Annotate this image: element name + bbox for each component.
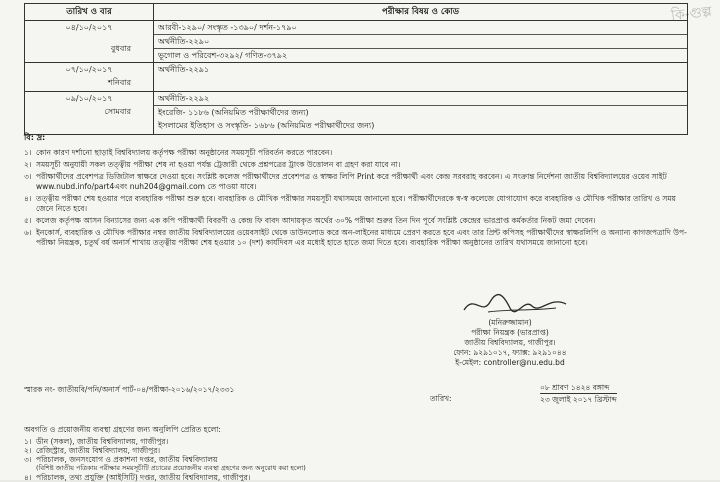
note-number: ৬। — [24, 228, 32, 237]
note-text: পরীক্ষার্থীদের প্রবেশপত্র ডিজিটাল স্বাক্ষরে দেওয়া হবে। সংশ্লিষ্ট কলেজ পরীক্ষার্থীদের প্রবেশপত্র ও স্বাক্ষর লিপি Print করে পরীক্ষার্থী এবং কেন্দ্র সরবরাহ করবেন। এ সংক্রান্ত নির্দেশনা জাতীয় বিশ্ববিদ্যালয়ের ওয়েব সাইট www.nubd.info/part4এবং nuh204@gmail.com তে পাওয়া যাবে। — [36, 172, 667, 191]
handwriting-bleed: কি-গুল্প — [670, 3, 713, 25]
note-number: ১। — [24, 148, 32, 157]
list-item — [24, 455, 684, 464]
list-item — [24, 194, 688, 214]
cc-text: ডীন (সকল), জাতীয় বিশ্ববিদ্যালয়, গাজীপুর। — [36, 437, 169, 446]
signer-title: পরীক্ষা নিয়ন্ত্রক (ভারপ্রাপ্ত) — [471, 328, 549, 337]
table-row — [25, 92, 688, 135]
note-number: ৩। — [24, 172, 32, 181]
date-english: ২৩ জুলাই ২০১৭ খ্রিস্টাব্দ — [540, 395, 617, 404]
note-text: কলেজ কর্তৃপক্ষ আসন বিন্যাসের জন্য এক কপি পরীক্ষার্থী বিবরণী ও কেন্দ্র ফি বাবদ আদায়কৃত অর্থের ৩০% পরীক্ষা শুরুর তিন দিন পূর্বে সংশ্লিষ্ট কেন্দ্রের ভারপ্রাপ্ত কর্মকর্তার নিকট জমা দেবেন। — [36, 216, 596, 225]
row-date: ০৯/১০/২০১৭ — [65, 94, 113, 103]
list-item — [24, 148, 688, 158]
cc-text: রেজিস্ট্রার, জাতীয় বিশ্ববিদ্যালয়, গাজীপুর। — [36, 446, 161, 455]
list-item — [24, 172, 688, 192]
row-day: বুধবার — [110, 44, 131, 53]
list-item — [24, 160, 688, 170]
note-text: সময়সূচী অনুযায়ী সকল তত্ত্বীয় পরীক্ষা শেষ না হওয়া পর্যন্ত ট্রেজারী থেকে প্রশ্নপত্রের ট্রাংক উত্তোলন বা গ্রহণ করা যাবে না। — [36, 160, 401, 169]
cc-heading: অবগতি ও প্রয়োজনীয় ব্যবস্থা গ্রহণের জন্য অনুলিপি প্রেরিত হলো: — [24, 425, 221, 434]
signer-name: (মনিরুজ্জামান) — [488, 318, 532, 327]
date-cell — [25, 21, 154, 63]
cc-number: ৪। — [24, 473, 32, 482]
header-subject: পরীক্ষার বিষয় ও কোড — [154, 4, 688, 21]
cc-text: পরিচালক, তথ্য প্রযুক্তি (আইসিটি) দপ্তর, জাতীয় বিশ্ববিদ্যালয়, গাজীপুর। — [36, 473, 251, 482]
list-item — [24, 228, 688, 248]
signer-org: জাতীয় বিশ্ববিদ্যালয়, গাজীপুর। — [464, 338, 556, 347]
date-bangla: ০৮ শ্রাবণ ১৪২৪ বঙ্গাব্দ — [540, 382, 617, 394]
table-header-row — [25, 4, 688, 21]
cc-number: ২। — [24, 446, 32, 455]
subject-cell — [154, 63, 688, 92]
row-date: ০৪/১০/২০১৭ — [65, 23, 113, 32]
notes-heading: বি: দ্র: — [24, 133, 46, 142]
header-date: তারিখ ও বার — [25, 4, 154, 21]
list-item — [24, 437, 684, 446]
subject-line: ইসলামের ইতিহাস ও সংস্কৃতি- ১৬৮৬ (অনিয়মিত পরীক্ষার্থীদের জন্য) — [158, 121, 375, 130]
subject-cell — [154, 92, 688, 135]
list-item — [24, 216, 688, 226]
row-day: শনিবার — [108, 78, 131, 87]
subject-line: অর্থনীতি-২২৯১ — [158, 65, 210, 74]
note-text: তত্ত্বীয় পরীক্ষা শেষ হওয়ার পরে ব্যবহারিক পরীক্ষা শুরু হবে। ব্যবহারিক ও মৌখিক পরীক্ষার সময়সূচী যথাসময়ে জানানো হবে। পরীক্ষার্থীদেরকে স্ব-স্ব কলেজে যোগাযোগ করে ব্যবহারিক ও মৌখিক পরীক্ষার তারিখ ও সময় জেনে নিতে হবে। — [36, 194, 676, 213]
memo-number: স্মারক নং- জাতীয়বি/পনি/অনার্স পার্ট-০৪/পরীক্ষা-২০১৬/২০১৭/২৩৩১ — [24, 385, 235, 394]
list-item — [24, 446, 684, 455]
subject-line: অর্থনীতি-২২৯২ — [154, 92, 687, 106]
table-row — [25, 63, 688, 92]
subject-line: ভূগোল ও পরিবেশ-৩২৯২/ গণিত-৩৭৯২ — [158, 51, 288, 60]
date-cell — [25, 92, 154, 135]
handwritten-signature — [460, 290, 570, 318]
exam-schedule-table — [24, 3, 688, 135]
list-item — [24, 473, 684, 482]
table-row — [25, 21, 688, 63]
note-number: ৪। — [24, 194, 32, 203]
cc-number: ৩। — [24, 455, 32, 464]
cc-subnote: (বিশিষ্ট জাতীয় পত্রিকায় পরীক্ষার সময়সূচীটি প্রচারের প্রয়োজনীয় ব্যবস্থা গ্রহণের জন্য অনুরোধ করা হলো) — [36, 464, 306, 472]
cc-text: পরিচালক, জনসংযোগ ও প্রকাশনা দপ্তর, জাতীয় বিশ্ববিদ্যালয় — [36, 455, 218, 464]
cc-list — [24, 437, 684, 482]
signer-phone: ফোন: ৯২৯১০১৭, ফ্যাক্স: ৯২৯১০৪৪ — [453, 348, 567, 357]
note-number: ২। — [24, 160, 32, 169]
subject-line: আরবী-১২৯০/ সংস্কৃত -১৩৯০/ দর্শন-১৭৯০ — [154, 21, 687, 35]
note-text: ইনকোর্স, ব্যবহারিক ও মৌখিক পরীক্ষার নম্বর জাতীয় বিশ্ববিদ্যালয়ের ওয়েবসাইট থেকে ডাউনলোড করে অন-লাইনের মাধ্যমে প্রেরণ করতে হবে এবং তার প্রিন্ট কপিসহ পরীক্ষার্থীদের স্বাক্ষরলিপি ও অন্যান্য কাগজপত্রাদি উপ-পরীক্ষা নিয়ন্ত্রক, চতুর্থ বর্ষ অনার্স শাখায় তত্ত্বীয় পরীক্ষা শেষ হওয়ার ১০ (দশ) কার্যদিবস এর মধ্যেই হাতে হাতে জমা দিতে হবে। ব্যবহারিক পরীক্ষা অনুষ্ঠানের তারিখ যথাসময়ে জানানো হবে। — [36, 228, 687, 247]
cc-number: ১। — [24, 437, 32, 446]
date-cell — [25, 63, 154, 92]
note-number: ৫। — [24, 216, 32, 225]
subject-cell — [154, 21, 688, 63]
signer-email: ই-মেইল: controller@nu.edu.bd — [455, 358, 565, 367]
row-day: সোমবার — [104, 107, 131, 116]
subject-line: ইংরেজি- ১১৮৬ (অনিয়মিত পরীক্ষার্থীদের জন্য) — [158, 108, 309, 117]
issue-date — [540, 382, 617, 405]
signature-block — [400, 318, 620, 368]
date-label: তারিখ: — [430, 394, 452, 403]
note-text: কোন কারণ দর্শানো ছাড়াই বিশ্ববিদ্যালয় কর্তৃপক্ষ পরীক্ষা অনুষ্ঠানের সময়সূচী পরিবর্তন করতে পারবেন। — [36, 148, 333, 157]
subject-line: অর্থনীতি-২২৯০ — [154, 35, 687, 49]
row-date: ০৭/১০/২০১৭ — [65, 65, 113, 74]
notes-list — [24, 148, 688, 250]
